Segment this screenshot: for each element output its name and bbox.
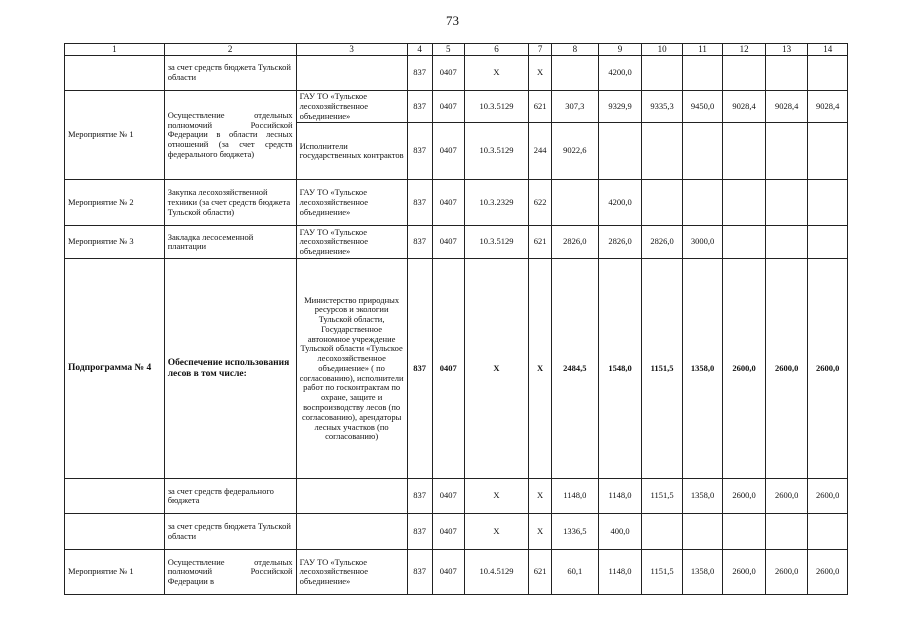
- col-header: 5: [432, 44, 464, 56]
- cell-section: 0407: [432, 514, 464, 550]
- cell-amount: [642, 180, 683, 226]
- cell-description: Осуществление отдельных полномочий Российской Федерации в: [164, 550, 296, 595]
- cell-amount: [808, 123, 848, 180]
- table-row: [65, 514, 848, 550]
- cell-grbs: 837: [407, 226, 432, 259]
- cell-amount: 1548,0: [598, 259, 642, 479]
- cell-program: [65, 514, 165, 550]
- cell-amount: [642, 514, 683, 550]
- cell-target-article: Х: [464, 259, 528, 479]
- cell-amount: 1151,5: [642, 259, 683, 479]
- cell-expense-type: 621: [529, 550, 552, 595]
- cell-amount: 1151,5: [642, 479, 683, 514]
- cell-amount: [552, 180, 599, 226]
- cell-program: Мероприятие № 3: [65, 226, 165, 259]
- cell-amount: 2826,0: [642, 226, 683, 259]
- cell-amount: 2600,0: [765, 550, 808, 595]
- cell-amount: [598, 123, 642, 180]
- col-header: 12: [723, 44, 766, 56]
- cell-amount: 2600,0: [808, 550, 848, 595]
- cell-executor: Министерство природных ресурсов и экологии Тульской области, Государственное автономное учреждение Тульской области «Тульское лесохозяйственное объединение» ( по согласованию), исполнители работ по госконтрактам по охране, защите и воспроизводству лесов (по согласованию), арендаторы лесных участков (по согласованию): [296, 259, 407, 479]
- cell-amount: [808, 226, 848, 259]
- page-number: 73: [446, 13, 459, 28]
- cell-executor: ГАУ ТО «Тульское лесохозяйственное объединение»: [296, 91, 407, 123]
- cell-amount: 9329,9: [598, 91, 642, 123]
- cell-amount: [723, 180, 766, 226]
- cell-section: 0407: [432, 91, 464, 123]
- cell-expense-type: 621: [529, 226, 552, 259]
- cell-amount: [808, 180, 848, 226]
- cell-target-article: Х: [464, 56, 528, 91]
- cell-amount: 2600,0: [723, 550, 766, 595]
- cell-expense-type: 621: [529, 91, 552, 123]
- cell-amount: 1358,0: [682, 550, 723, 595]
- cell-amount: [682, 180, 723, 226]
- table-row: [65, 550, 848, 595]
- cell-amount: [765, 514, 808, 550]
- cell-grbs: 837: [407, 91, 432, 123]
- cell-amount: 2600,0: [765, 479, 808, 514]
- cell-amount: 2600,0: [808, 479, 848, 514]
- cell-expense-type: 622: [529, 180, 552, 226]
- cell-section: 0407: [432, 550, 464, 595]
- cell-amount: [723, 226, 766, 259]
- cell-amount: 400,0: [598, 514, 642, 550]
- cell-amount: [723, 514, 766, 550]
- table-row: [65, 180, 848, 226]
- cell-amount: [765, 226, 808, 259]
- cell-amount: 60,1: [552, 550, 599, 595]
- cell-program: Мероприятие № 1: [65, 91, 165, 180]
- col-header: 4: [407, 44, 432, 56]
- cell-amount: [642, 123, 683, 180]
- cell-description: за счет средств федерального бюджета: [164, 479, 296, 514]
- cell-target-article: Х: [464, 514, 528, 550]
- cell-amount: 2600,0: [765, 259, 808, 479]
- cell-program: Мероприятие № 2: [65, 180, 165, 226]
- cell-grbs: 837: [407, 180, 432, 226]
- cell-amount: 1358,0: [682, 259, 723, 479]
- cell-amount: 1336,5: [552, 514, 599, 550]
- cell-section: 0407: [432, 123, 464, 180]
- cell-amount: 2600,0: [723, 479, 766, 514]
- cell-amount: 2600,0: [723, 259, 766, 479]
- cell-description: за счет средств бюджета Тульской области: [164, 56, 296, 91]
- cell-grbs: 837: [407, 479, 432, 514]
- cell-expense-type: Х: [529, 514, 552, 550]
- table-row: [65, 259, 848, 479]
- col-header: 8: [552, 44, 599, 56]
- cell-section: 0407: [432, 226, 464, 259]
- cell-description: Закупка лесохозяйственной техники (за счет средств бюджета Тульской области): [164, 180, 296, 226]
- col-header: 13: [765, 44, 808, 56]
- table-row: [65, 91, 848, 123]
- cell-grbs: 837: [407, 550, 432, 595]
- cell-description: Обеспечение использования лесов в том числе:: [164, 259, 296, 479]
- cell-amount: [765, 56, 808, 91]
- cell-description: Закладка лесосеменной плантации: [164, 226, 296, 259]
- col-header: 9: [598, 44, 642, 56]
- col-header: 14: [808, 44, 848, 56]
- cell-amount: 1151,5: [642, 550, 683, 595]
- cell-executor: Исполнители государственных контрактов: [296, 123, 407, 180]
- cell-amount: 1148,0: [552, 479, 599, 514]
- cell-amount: 9450,0: [682, 91, 723, 123]
- cell-amount: 307,3: [552, 91, 599, 123]
- cell-amount: [682, 123, 723, 180]
- col-header: 3: [296, 44, 407, 56]
- cell-amount: [642, 56, 683, 91]
- cell-amount: [765, 180, 808, 226]
- cell-amount: 3000,0: [682, 226, 723, 259]
- cell-executor: [296, 56, 407, 91]
- cell-amount: 4200,0: [598, 56, 642, 91]
- cell-executor: ГАУ ТО «Тульское лесохозяйственное объединение»: [296, 180, 407, 226]
- cell-executor: ГАУ ТО «Тульское лесохозяйственное объединение»: [296, 226, 407, 259]
- budget-table: [64, 43, 848, 595]
- cell-amount: [552, 56, 599, 91]
- cell-amount: 1148,0: [598, 479, 642, 514]
- cell-section: 0407: [432, 479, 464, 514]
- cell-grbs: 837: [407, 56, 432, 91]
- cell-amount: 1358,0: [682, 479, 723, 514]
- cell-amount: 9028,4: [765, 91, 808, 123]
- cell-target-article: Х: [464, 479, 528, 514]
- cell-section: 0407: [432, 180, 464, 226]
- cell-amount: [682, 56, 723, 91]
- cell-program: [65, 479, 165, 514]
- cell-amount: [808, 514, 848, 550]
- cell-amount: 9335,3: [642, 91, 683, 123]
- cell-expense-type: 244: [529, 123, 552, 180]
- cell-amount: [682, 514, 723, 550]
- col-header: 1: [65, 44, 165, 56]
- cell-target-article: 10.3.5129: [464, 123, 528, 180]
- cell-executor: [296, 479, 407, 514]
- col-header: 2: [164, 44, 296, 56]
- col-header: 7: [529, 44, 552, 56]
- cell-grbs: 837: [407, 123, 432, 180]
- cell-expense-type: Х: [529, 259, 552, 479]
- cell-amount: 2826,0: [552, 226, 599, 259]
- cell-program: [65, 56, 165, 91]
- cell-description: за счет средств бюджета Тульской области: [164, 514, 296, 550]
- table-row: [65, 56, 848, 91]
- cell-expense-type: Х: [529, 56, 552, 91]
- cell-target-article: 10.3.2329: [464, 180, 528, 226]
- cell-amount: 2484,5: [552, 259, 599, 479]
- cell-grbs: 837: [407, 259, 432, 479]
- cell-target-article: 10.3.5129: [464, 226, 528, 259]
- table-row: [65, 226, 848, 259]
- cell-amount: 2600,0: [808, 259, 848, 479]
- cell-section: 0407: [432, 259, 464, 479]
- cell-amount: [723, 123, 766, 180]
- table-row: [65, 479, 848, 514]
- cell-amount: [765, 123, 808, 180]
- cell-executor: [296, 514, 407, 550]
- cell-program: Подпрограмма № 4: [65, 259, 165, 479]
- cell-program: Мероприятие № 1: [65, 550, 165, 595]
- cell-amount: 9022,6: [552, 123, 599, 180]
- cell-amount: [723, 56, 766, 91]
- cell-amount: 9028,4: [723, 91, 766, 123]
- col-header: 11: [682, 44, 723, 56]
- cell-executor: ГАУ ТО «Тульское лесохозяйственное объединение»: [296, 550, 407, 595]
- cell-expense-type: Х: [529, 479, 552, 514]
- cell-amount: [808, 56, 848, 91]
- cell-amount: 9028,4: [808, 91, 848, 123]
- cell-section: 0407: [432, 56, 464, 91]
- cell-amount: 4200,0: [598, 180, 642, 226]
- cell-amount: 2826,0: [598, 226, 642, 259]
- col-header: 6: [464, 44, 528, 56]
- cell-description: Осуществление отдельных полномочий Российской Федерации в области лесных отношений (за счет средств федерального бюджета): [164, 91, 296, 180]
- col-header: 10: [642, 44, 683, 56]
- cell-amount: 1148,0: [598, 550, 642, 595]
- header-row: [65, 44, 848, 56]
- cell-target-article: 10.4.5129: [464, 550, 528, 595]
- cell-grbs: 837: [407, 514, 432, 550]
- cell-target-article: 10.3.5129: [464, 91, 528, 123]
